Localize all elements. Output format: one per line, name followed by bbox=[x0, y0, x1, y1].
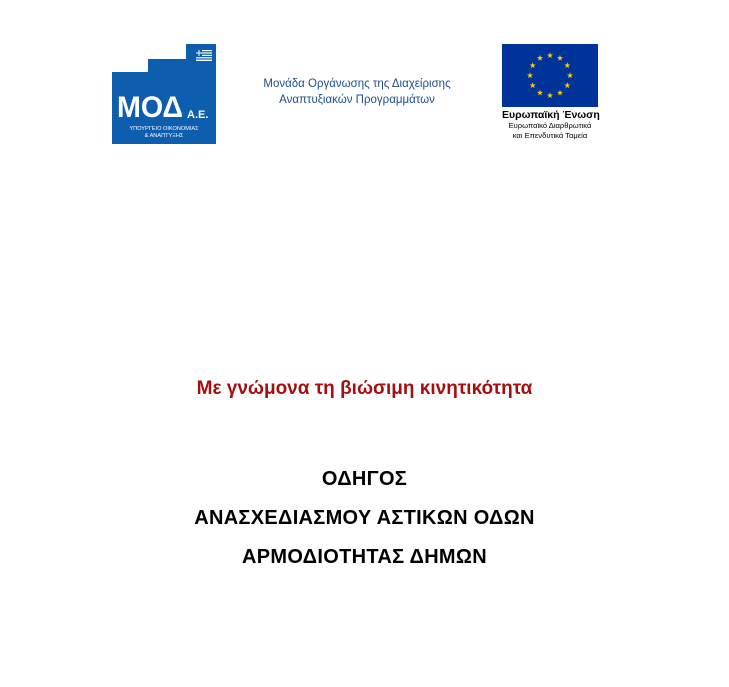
document-title-line2: ΑΝΑΣΧΕΔΙΑΣΜΟΥ ΑΣΤΙΚΩΝ ΟΔΩΝ bbox=[194, 507, 535, 529]
moda-logo-ministry-line1: ΥΠΟΥΡΓΕΙΟ ΟΙΚΟΝΟΜΙΑΣ bbox=[129, 126, 199, 132]
eu-logo bbox=[502, 44, 598, 144]
document-title-line1: ΟΔΗΓΟΣ bbox=[321, 468, 408, 490]
organization-name bbox=[232, 76, 482, 108]
document-title bbox=[0, 460, 729, 577]
eu-funds-line1: Ευρωπαϊκό Διαρθρωτικά bbox=[508, 121, 592, 130]
document-title-line3: ΑΡΜΟΔΙΟΤΗΤΑΣ ΔΗΜΩΝ bbox=[242, 546, 487, 568]
eu-funds-line2: και Επενδυτικά Ταμεία bbox=[512, 130, 588, 140]
organization-name-line1: Μονάδα Οργάνωσης της Διαχείρισης bbox=[263, 78, 451, 90]
document-subtitle: Με γνώμονα τη βιώσιμη κινητικότητα bbox=[196, 378, 533, 399]
organization-name-line2: Αναπτυξιακών Προγραμμάτων bbox=[279, 94, 435, 106]
moda-logo-ministry-line2: & ΑΝΑΠΤΥΞΗΣ bbox=[144, 133, 184, 139]
moda-logo-text: ΜΟΔ bbox=[117, 91, 183, 124]
moda-logo-suffix: Α.Ε. bbox=[187, 109, 209, 121]
eu-flag-icon bbox=[502, 44, 598, 107]
eu-name: Ευρωπαϊκή Ένωση bbox=[502, 109, 600, 121]
moda-logo bbox=[112, 44, 216, 144]
greek-flag-icon bbox=[196, 50, 212, 61]
